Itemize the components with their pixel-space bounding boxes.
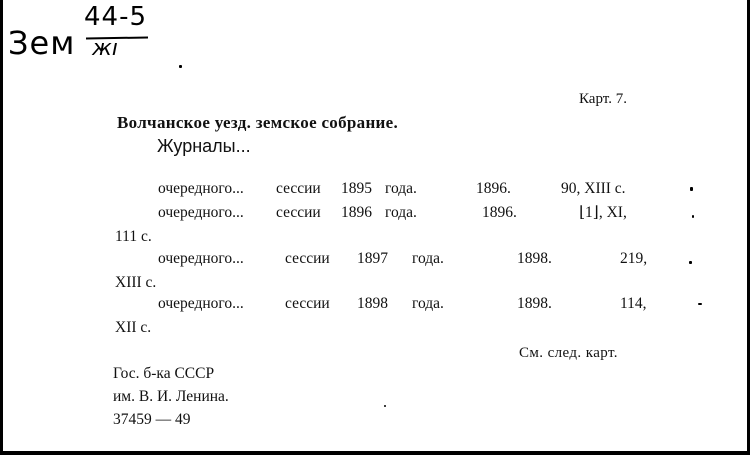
entry-2-year-word: года.: [385, 204, 417, 221]
entry-1-pub-year: 1896.: [476, 180, 511, 197]
entry-4-session-label: очередного...: [158, 295, 244, 312]
handwritten-call-number-bottom: жı: [92, 36, 118, 61]
scan-speck: [698, 303, 702, 305]
entry-3-session-label: очередного...: [158, 250, 244, 267]
entry-4-session-word: сессии: [285, 295, 330, 312]
library-print-number: 37459 — 49: [113, 411, 191, 428]
library-dedication: им. В. И. Ленина.: [113, 388, 229, 405]
entry-4-pages: 114,: [620, 295, 647, 312]
entry-1-session-year: 1895: [341, 180, 372, 197]
card-subtitle: Журналы...: [157, 136, 251, 156]
entry-1-pages: 90, XIII с.: [561, 180, 626, 197]
entry-4-pub-year: 1898.: [517, 295, 552, 312]
entry-2-session-label: очередного...: [158, 204, 244, 221]
continuation-reference: См. след. карт.: [519, 345, 618, 361]
entry-1-session-label: очередного...: [158, 180, 244, 197]
entry-3-pages: 219,: [620, 250, 648, 267]
entry-3-session-year: 1897: [357, 250, 388, 267]
entry-3-year-word: года.: [412, 250, 444, 267]
entry-4-pages-continued: XII с.: [115, 319, 152, 336]
scan-speck: [692, 215, 694, 218]
scan-speck: [179, 65, 182, 68]
library-name: Гос. б-ка СССР: [113, 365, 215, 382]
scan-speck: [689, 261, 692, 264]
entry-3-session-word: сессии: [285, 250, 330, 267]
entry-1-year-word: года.: [385, 180, 417, 197]
scan-speck: [690, 187, 693, 191]
entry-2-pages: ⌊1⌋, XI,: [579, 204, 627, 221]
entry-4-session-year: 1898: [357, 295, 388, 312]
card-border-left: [0, 0, 3, 455]
card-number: Карт. 7.: [579, 91, 627, 107]
entry-1-session-word: сессии: [276, 180, 321, 197]
card-title: Волчанское уезд. земское собрание.: [117, 113, 399, 132]
handwritten-prefix: Зем: [8, 24, 76, 62]
entry-3-pub-year: 1898.: [517, 250, 552, 267]
handwritten-call-number-top: 44-5: [84, 2, 148, 32]
entry-4-year-word: года.: [412, 295, 444, 312]
entry-3-pages-continued: XIII с.: [115, 274, 157, 291]
entry-2-pub-year: 1896.: [482, 204, 517, 221]
scan-speck: [384, 405, 386, 407]
entry-2-session-year: 1896: [341, 204, 372, 221]
card-border-bottom: [0, 451, 750, 455]
entry-2-session-word: сессии: [276, 204, 321, 221]
entry-2-pages-continued: 111 с.: [115, 228, 152, 245]
